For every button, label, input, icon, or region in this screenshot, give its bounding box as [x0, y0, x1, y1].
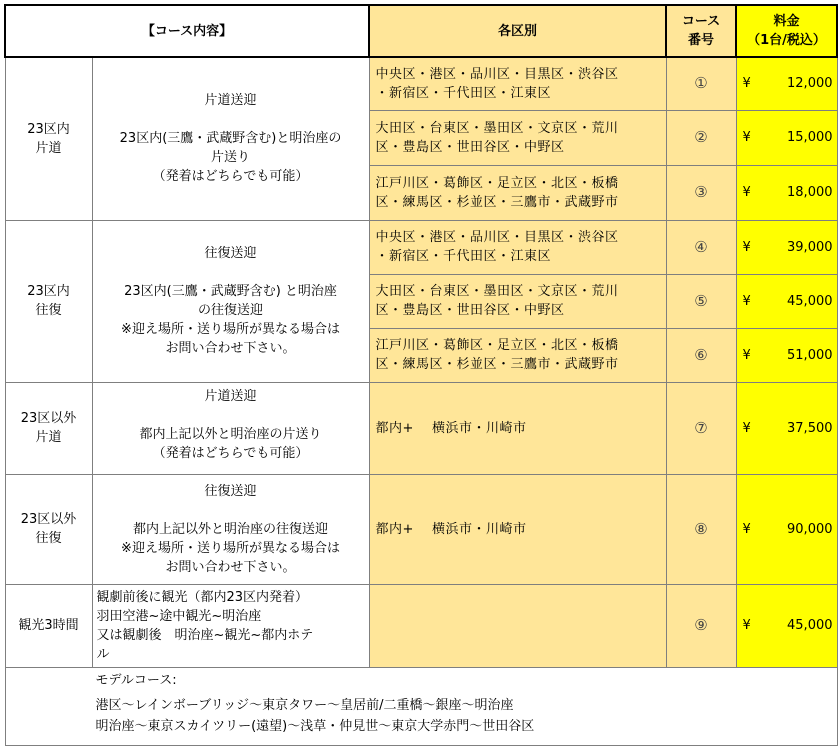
area-list: 大田区・台東区・墨田区・文京区・荒川 区・豊島区・世田谷区・中野区 — [369, 274, 666, 328]
course-number: ② — [666, 110, 736, 165]
price-cell: ¥ 12,000 — [736, 57, 837, 110]
area-list: 中央区・港区・品川区・目黒区・渋谷区 ・新宿区・千代田区・江東区 — [369, 57, 666, 110]
area-list: 大田区・台東区・墨田区・文京区・荒川 区・豊島区・世田谷区・中野区 — [369, 110, 666, 165]
model-course-line: 港区～レインボーブリッジ～東京タワー～皇居前/二重橋～銀座～明治座 — [95, 697, 514, 713]
model-course-line: 明治座～東京スカイツリー(遠望)～浅草・仲見世～東京大学赤門～世田谷区 — [95, 718, 535, 734]
header-row — [5, 5, 837, 57]
price-cell: ¥ 37,500 — [736, 382, 837, 474]
table-row — [5, 474, 837, 584]
model-course — [5, 667, 837, 745]
course-name: 23区以外 片道 — [5, 382, 92, 474]
model-course-row — [5, 667, 837, 745]
area-list: 江戸川区・葛飾区・足立区・北区・板橋 区・練馬区・杉並区・三鷹市・武蔵野市 — [369, 165, 666, 220]
course-number: ⑥ — [666, 328, 736, 382]
area-list: 中央区・港区・品川区・目黒区・渋谷区 ・新宿区・千代田区・江東区 — [369, 220, 666, 274]
course-number: ⑦ — [666, 382, 736, 474]
course-number-header: コース 番号 — [666, 5, 736, 57]
areas-header: 各区別 — [369, 5, 666, 57]
course-name: 観光3時間 — [5, 584, 92, 667]
price-cell: ¥ 45,000 — [736, 584, 837, 667]
area-list — [369, 584, 666, 667]
area-list: 都内+ 横浜市・川崎市 — [369, 474, 666, 584]
price-cell: ¥ 90,000 — [736, 474, 837, 584]
course-number: ⑤ — [666, 274, 736, 328]
area-list: 江戸川区・葛飾区・足立区・北区・板橋 区・練馬区・杉並区・三鷹市・武蔵野市 — [369, 328, 666, 382]
table-row — [5, 382, 837, 474]
course-number: ⑧ — [666, 474, 736, 584]
price-cell: ¥ 18,000 — [736, 165, 837, 220]
course-content-header: 【コース内容】 — [5, 5, 369, 57]
course-detail: 観劇前後に観光（都内23区内発着） 羽田空港~途中観光~明治座 又は観劇後 明治座~観光~都内ホテ ル — [92, 584, 369, 667]
area-list: 都内+ 横浜市・川崎市 — [369, 382, 666, 474]
model-course-title: モデルコース: — [95, 672, 177, 688]
course-name: 23区内 片道 — [5, 57, 92, 220]
table-row — [5, 220, 837, 274]
course-detail: 往復送迎 都内上記以外と明治座の往復送迎 ※迎え場所・送り場所が異なる場合は お問い合わせ下さい。 — [92, 474, 369, 584]
course-name: 23区以外 往復 — [5, 474, 92, 584]
course-number: ③ — [666, 165, 736, 220]
price-cell: ¥ 51,000 — [736, 328, 837, 382]
price-cell: ¥ 45,000 — [736, 274, 837, 328]
course-detail: 往復送迎 23区内(三鷹・武蔵野含む) と明治座 の往復送迎 ※迎え場所・送り場所が異なる場合は お問い合わせ下さい。 — [92, 220, 369, 382]
price-table — [4, 4, 838, 746]
course-detail: 片道送迎 23区内(三鷹・武蔵野含む)と明治座の 片送り （発着はどちらでも可能） — [92, 57, 369, 220]
course-number: ① — [666, 57, 736, 110]
table-row — [5, 584, 837, 667]
price-cell: ¥ 39,000 — [736, 220, 837, 274]
price-cell: ¥ 15,000 — [736, 110, 837, 165]
course-detail: 片道送迎 都内上記以外と明治座の片送り （発着はどちらでも可能） — [92, 382, 369, 474]
price-header: 料金 （1台/税込） — [736, 5, 837, 57]
table-row — [5, 57, 837, 110]
course-number: ⑨ — [666, 584, 736, 667]
course-name: 23区内 往復 — [5, 220, 92, 382]
course-number: ④ — [666, 220, 736, 274]
